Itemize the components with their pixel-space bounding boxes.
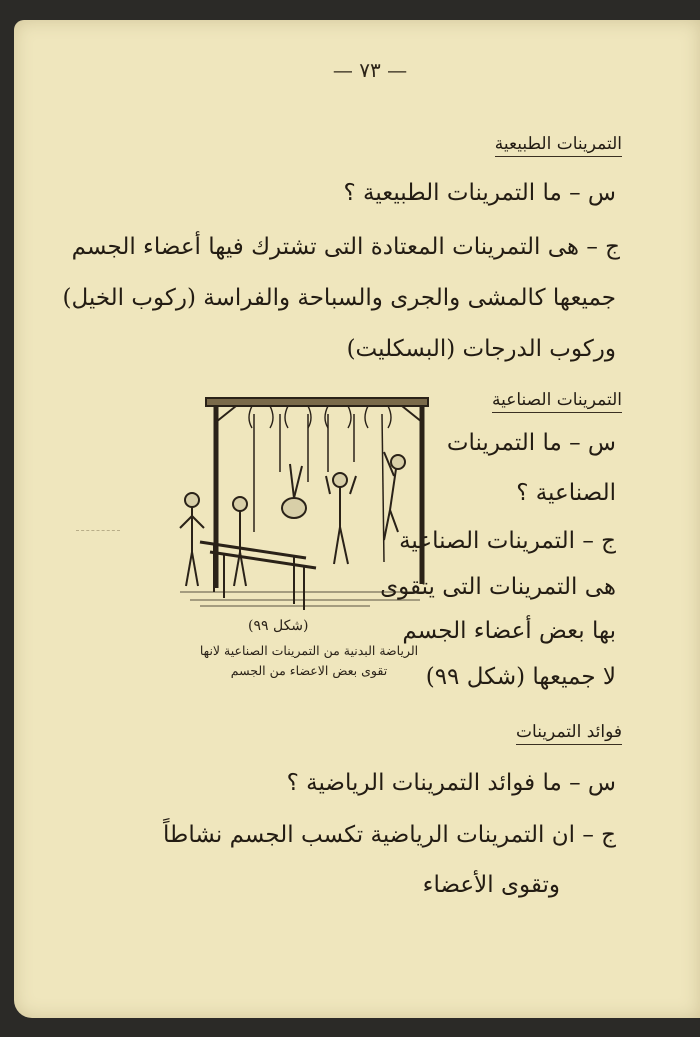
heading-benefits: فوائد التمرينات bbox=[516, 722, 622, 745]
question-natural: س – ما التمرينات الطبيعية ؟ bbox=[343, 180, 616, 206]
answer-benefits-line-1: ج – ان التمرينات الرياضية تكسب الجسم نشاطاً bbox=[163, 822, 616, 848]
answer-natural-line-1: ج – هى التمرينات المعتادة التى تشترك فيها أعضاء الجسم bbox=[71, 234, 620, 260]
answer-industrial-line-1: ج – التمرينات الصناعية bbox=[399, 528, 616, 554]
heading-natural-exercises: التمرينات الطبيعية bbox=[495, 134, 622, 157]
figure-caption-line-2: تقوى بعض الاعضاء من الجسم bbox=[230, 663, 388, 678]
answer-natural-line-3: وركوب الدرجات (البسكليت) bbox=[346, 336, 616, 362]
heading-industrial-exercises: التمرينات الصناعية bbox=[492, 390, 622, 413]
question-industrial-line-1: س – ما التمرينات bbox=[446, 430, 616, 456]
question-industrial-line-2: الصناعية ؟ bbox=[516, 480, 616, 506]
page-number: — ٧٣ — bbox=[332, 58, 408, 82]
answer-benefits-line-2: وتقوى الأعضاء bbox=[422, 872, 560, 898]
question-benefits: س – ما فوائد التمرينات الرياضية ؟ bbox=[286, 770, 616, 796]
answer-industrial-line-3: بها بعض أعضاء الجسم bbox=[402, 618, 616, 644]
figure-caption bbox=[184, 641, 434, 681]
figure-caption-line-1: الرياضة البدنية من التمرينات الصناعية لانها bbox=[199, 643, 419, 658]
margin-mark bbox=[76, 530, 120, 531]
figure-number: (شكل ٩٩) bbox=[248, 618, 309, 634]
gymnastics-illustration bbox=[170, 392, 432, 614]
answer-industrial-line-4: لا جميعها (شكل ٩٩) bbox=[425, 664, 616, 690]
answer-natural-line-2: جميعها كالمشى والجرى والسباحة والفراسة (ركوب الخيل) bbox=[62, 285, 616, 311]
answer-industrial-line-2: هى التمرينات التى يتقوى bbox=[380, 574, 616, 600]
